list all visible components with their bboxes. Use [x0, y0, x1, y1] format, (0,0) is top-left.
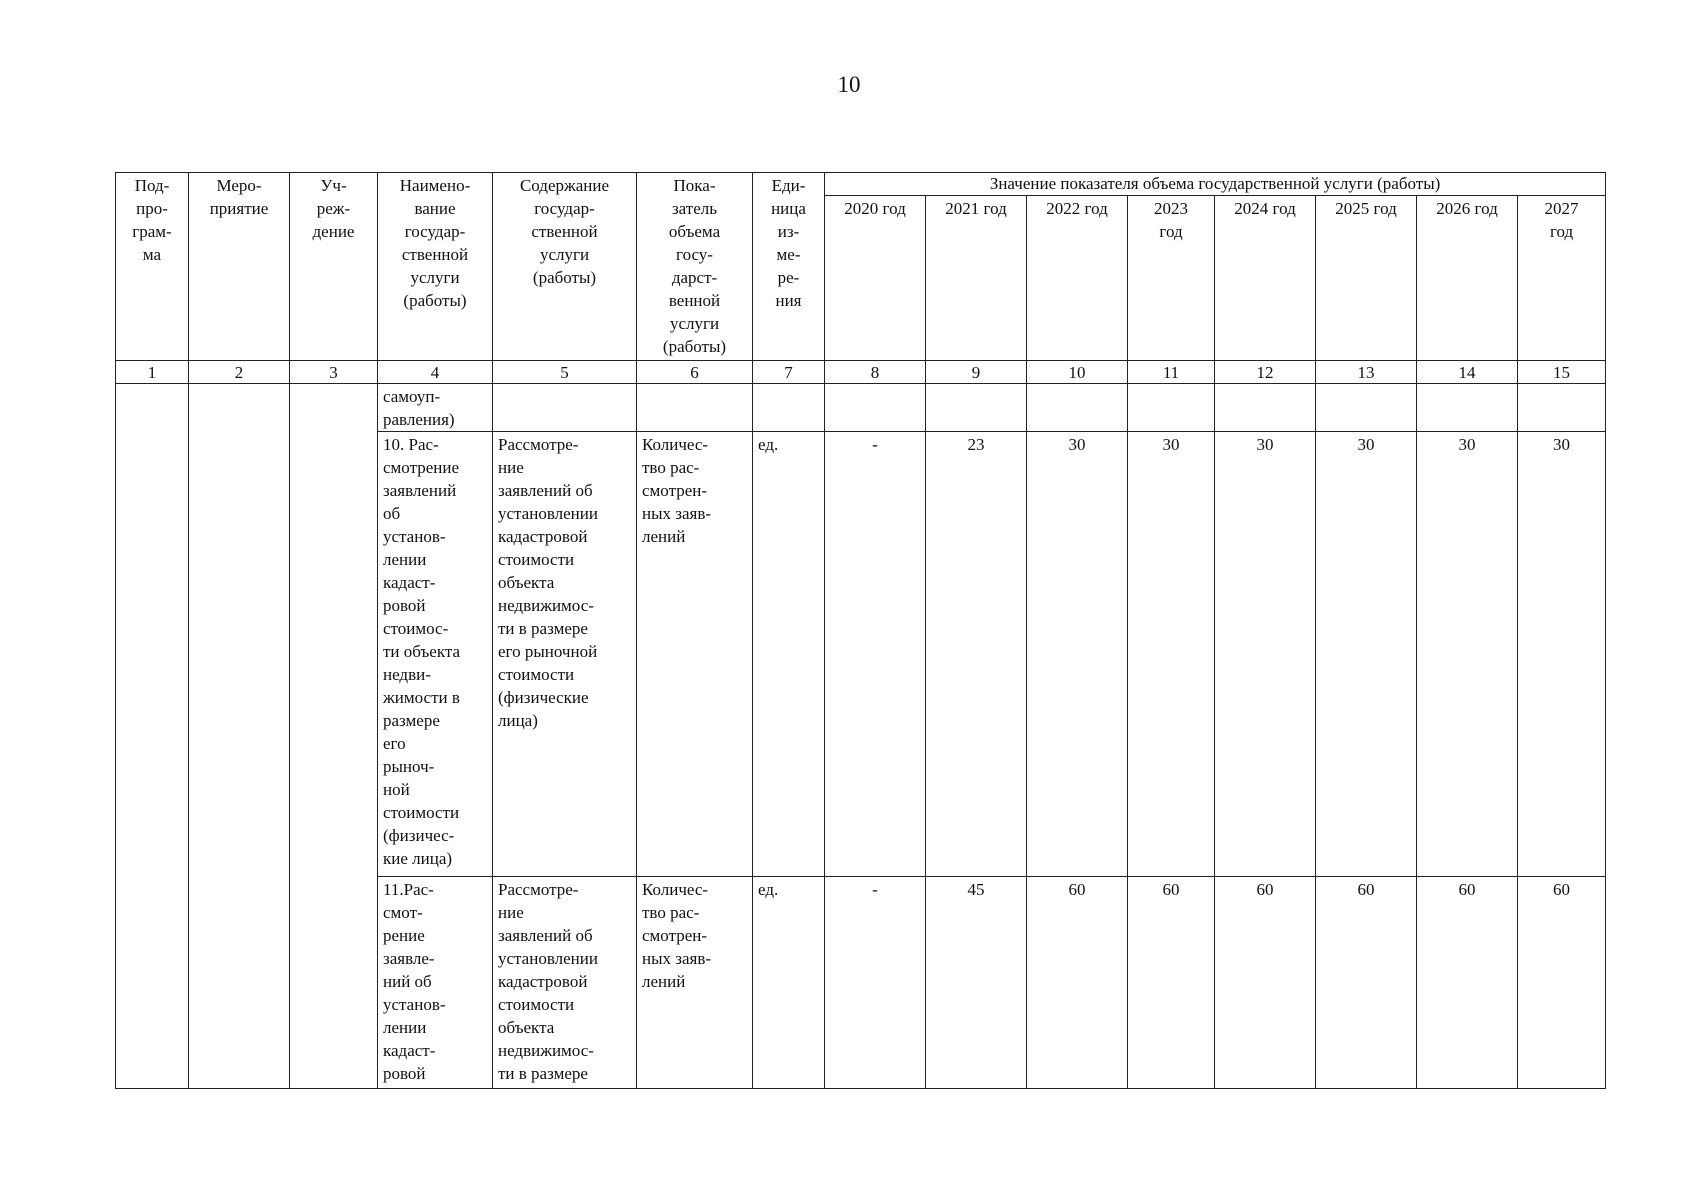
- cell-value: 30: [1027, 432, 1128, 877]
- cell-value: 60: [1215, 877, 1316, 1089]
- column-number: 3: [290, 361, 378, 384]
- table-row: [116, 384, 1606, 432]
- cell-institution: [290, 384, 378, 1089]
- cell-service-content: [493, 384, 637, 432]
- header-subprogram: Под- про- грам- ма: [116, 173, 189, 361]
- column-number: 15: [1518, 361, 1606, 384]
- header-measure: Меро- приятие: [189, 173, 290, 361]
- cell-service-name: 11.Рас- смот- рение заявле- ний об установ- лении кадаст- ровой: [378, 877, 493, 1089]
- column-number: 7: [753, 361, 825, 384]
- column-number: 6: [637, 361, 753, 384]
- cell-service-content: Рассмотре- ние заявлений об установлении кадастровой стоимости объекта недвижимос- ти в размере: [493, 877, 637, 1089]
- cell-value: 60: [1518, 877, 1606, 1089]
- column-number: 8: [825, 361, 926, 384]
- header-year: 2020 год: [825, 196, 926, 361]
- cell-indicator: Количес- тво рас- смотрен- ных заяв- лений: [637, 432, 753, 877]
- indicator-table: [115, 172, 1606, 1089]
- cell-value: 45: [926, 877, 1027, 1089]
- cell-indicator: [637, 384, 753, 432]
- header-year: 2025 год: [1316, 196, 1417, 361]
- header-row: [116, 173, 1606, 196]
- cell-subprogram: [116, 384, 189, 1089]
- column-number: 12: [1215, 361, 1316, 384]
- cell-value: [1215, 384, 1316, 432]
- column-number: 2: [189, 361, 290, 384]
- header-indicator: Пока- затель объема госу- дарст- венной услуги (работы): [637, 173, 753, 361]
- column-number: 14: [1417, 361, 1518, 384]
- cell-service-name: самоуп- равления): [378, 384, 493, 432]
- column-number-row: [116, 361, 1606, 384]
- header-unit: Еди- ница из- ме- ре- ния: [753, 173, 825, 361]
- cell-value: 30: [1215, 432, 1316, 877]
- header-value-group: Значение показателя объема государственной услуги (работы): [825, 173, 1606, 196]
- column-number: 9: [926, 361, 1027, 384]
- cell-value: 60: [1027, 877, 1128, 1089]
- cell-value: 60: [1128, 877, 1215, 1089]
- header-year: 2026 год: [1417, 196, 1518, 361]
- cell-value: [926, 384, 1027, 432]
- cell-unit: ед.: [753, 432, 825, 877]
- cell-service-content: Рассмотре- ние заявлений об установлении кадастровой стоимости объекта недвижимос- ти в размере его рыночной стоимости (физические лица): [493, 432, 637, 877]
- header-year: 2027 год: [1518, 196, 1606, 361]
- header-service-name: Наимено- вание государ- ственной услуги (работы): [378, 173, 493, 361]
- cell-measure: [189, 384, 290, 1089]
- column-number: 5: [493, 361, 637, 384]
- cell-value: [1128, 384, 1215, 432]
- column-number: 1: [116, 361, 189, 384]
- column-number: 4: [378, 361, 493, 384]
- header-service-content: Содержание государ- ственной услуги (работы): [493, 173, 637, 361]
- cell-value: [825, 384, 926, 432]
- cell-value: 60: [1316, 877, 1417, 1089]
- column-number: 11: [1128, 361, 1215, 384]
- page-number: 10: [837, 72, 861, 97]
- cell-value: 30: [1518, 432, 1606, 877]
- cell-value: [1417, 384, 1518, 432]
- header-institution: Уч- реж- дение: [290, 173, 378, 361]
- cell-value: -: [825, 432, 926, 877]
- cell-value: -: [825, 877, 926, 1089]
- header-year: 2022 год: [1027, 196, 1128, 361]
- cell-value: 30: [1417, 432, 1518, 877]
- cell-value: 30: [1316, 432, 1417, 877]
- cell-unit: ед.: [753, 877, 825, 1089]
- cell-indicator: Количес- тво рас- смотрен- ных заяв- лений: [637, 877, 753, 1089]
- cell-unit: [753, 384, 825, 432]
- column-number: 13: [1316, 361, 1417, 384]
- cell-value: 60: [1417, 877, 1518, 1089]
- column-number: 10: [1027, 361, 1128, 384]
- cell-value: 30: [1128, 432, 1215, 877]
- cell-value: [1027, 384, 1128, 432]
- cell-value: [1518, 384, 1606, 432]
- cell-value: [1316, 384, 1417, 432]
- cell-service-name: 10. Рас- смотрение заявлений об установ- лении кадаст- ровой стоимос- ти объекта недви- жимости в размере его рыноч- ной стоимости (физичес- кие лица): [378, 432, 493, 877]
- cell-value: 23: [926, 432, 1027, 877]
- header-year: 2024 год: [1215, 196, 1316, 361]
- header-year: 2021 год: [926, 196, 1027, 361]
- header-year: 2023 год: [1128, 196, 1215, 361]
